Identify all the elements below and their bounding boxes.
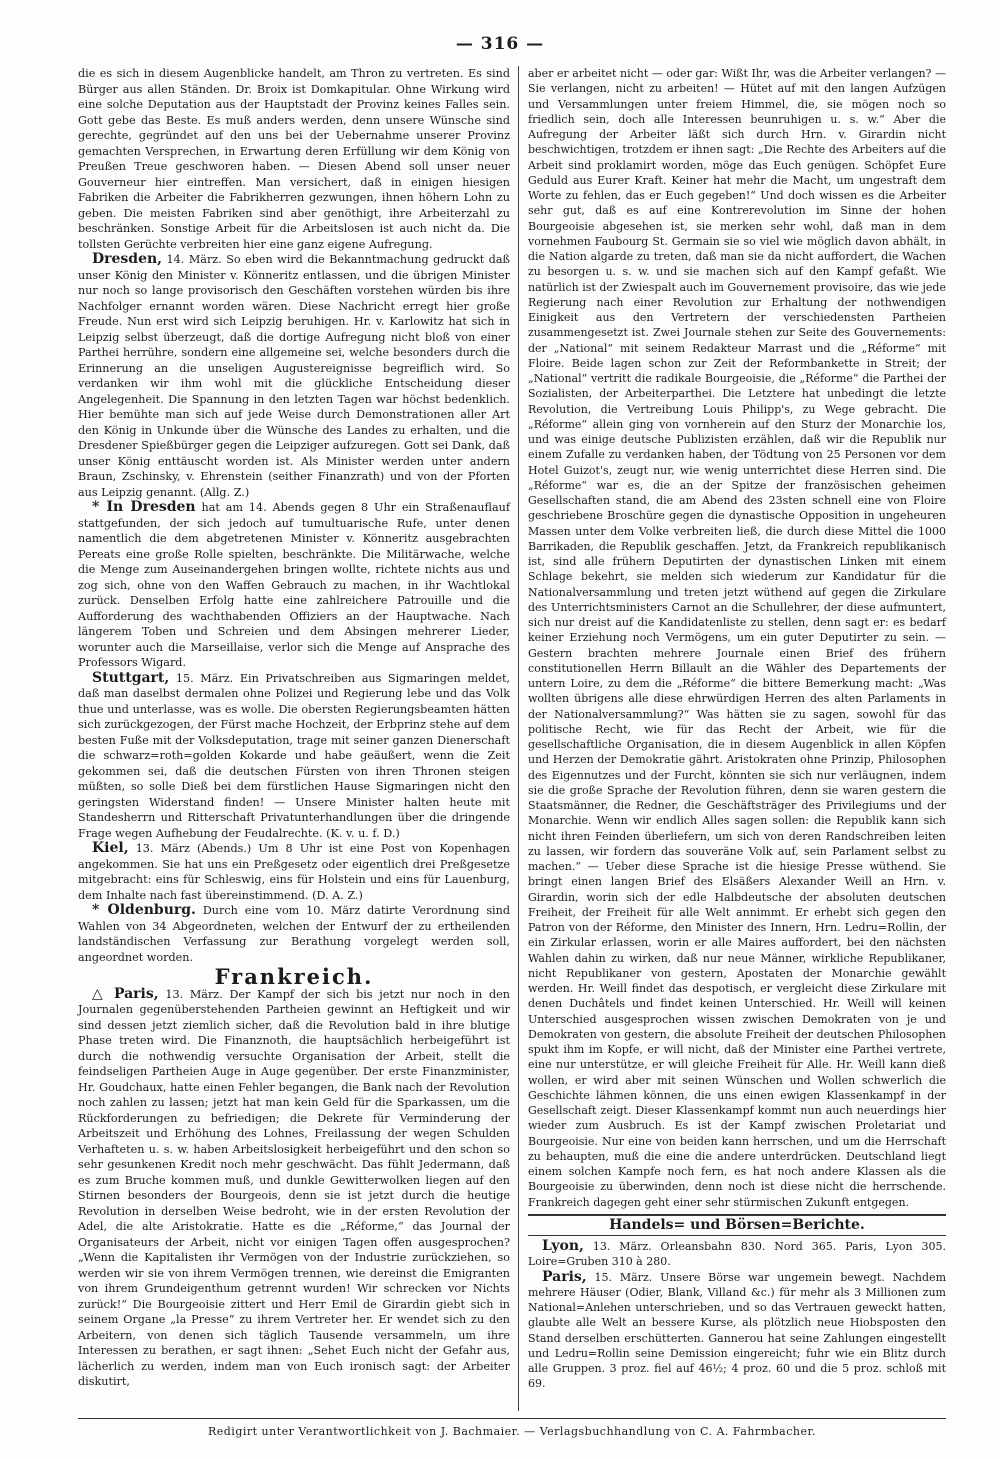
article-paragraph bbox=[78, 903, 510, 965]
section-heading: Frankreich. bbox=[214, 964, 374, 989]
dateline: Lyon, bbox=[542, 1238, 584, 1254]
market-report-heading: Handels= und Börsen=Berichte. bbox=[528, 1214, 946, 1236]
dateline: Stuttgart, bbox=[92, 669, 170, 686]
dateline: Paris, bbox=[542, 1268, 587, 1285]
paragraph-text: die es sich in diesem Augenblicke handelt, am Thron zu vertreten. Es sind Bürger aus allen Ständen. Dr. Broix ist Domkapitular. Ohne Wirkung wird eine solche Deputation aus der Hauptstadt der Provinz keines Falles sein. Gott gebe das Beste. Es muß anders werden, denn unsere Wünsche sind gerechte, gegründet auf den uns bei der Uebernahme unserer Provinz gemachten Versprechen, in Erwartung deren Erfüllung wir dem König von Preußen Treue geschworen haben. — Diesen Abend soll unser neuer Gouverneur hier eintreffen. Man versichert, daß in einigen hiesigen Fabriken die Arbeiter die Fabrikherren gezwungen, ihnen höhern Lohn zu geben. Die meisten Fabriken sind aber genöthigt, ihre Arbeiterzahl zu beschränken. Sonstige Arbeit für die Arbeitslosen ist auch nicht da. Die tollsten Gerüchte verbreiten hier eine ganz eigene Aufregung. bbox=[78, 67, 510, 251]
imprint-footer: Redigirt unter Verantwortlichkeit von J. Bachmaier. — Verlagsbuchhandlung von C. A. Fahrmbacher. bbox=[207, 1425, 817, 1438]
article-paragraph bbox=[78, 66, 510, 252]
paragraph-text: 15. März. Ein Privatschreiben aus Sigmaringen meldet, daß man daselbst dermalen ohne Polizei und Regierung lebe und das Volk thue und unterlasse, was es wolle. Die obersten Regierungsbeamten hätten sich zurückgezogen, der Fürst mache Hochzeit, der Erbprinz stehe auf dem besten Fuße mit der Volksdeputation, trage mit seiner ganzen Dienerschaft die schwarz=roth=golden Kokarde und habe geäußert, wenn die Zeit gekommen sei, daß die deutschen Fürsten von ihren Thronen steigen müßten, so solle Dieß bei dem fürstlichen Hause Sigmaringen nicht den geringsten Widerstand finden! — Unsere Minister halten heute mit Standesherrn und Ritterschaft Privatunterhandlungen über die dringende Frage wegen Aufhebung der Feudalrechte. (K. v. u. f. D.) bbox=[78, 671, 510, 840]
article-paragraph bbox=[528, 1239, 946, 1270]
left-column bbox=[78, 66, 510, 1390]
dateline: Kiel, bbox=[92, 840, 129, 856]
dateline: Dresden, bbox=[92, 251, 163, 267]
article-paragraph bbox=[78, 500, 510, 671]
paragraph-text: Durch eine vom 10. März datirte Verordnung sind Wahlen von 34 Abgeordneten, welchen der Entwurf der zu ertheilenden landständischen Verfassung zur Berathung vorgelegt werden soll, angeordnet worden. bbox=[78, 904, 511, 964]
article-paragraph bbox=[528, 1270, 946, 1392]
paragraph-text: 14. März. So eben wird die Bekanntmachung gedruckt daß unser König den Minister v. Könneritz entlassen, und die übrigen Minister nur noch so lange provisorisch den Geschäften vorstehen würden bis ihre Nachfolger ernannt worden wären. Diese Nachricht erregt hier große Freude. Nun erst wird sich Leipzig beruhigen. Hr. v. Karlowitz hat sich in Leipzig selbst überzeugt, daß die dortige Aufregung nicht bloß von einer Parthei herrühre, sondern eine allgemeine sei, welche besonders durch die Erinnerung an die unseligen Augustereignisse begreiflich wird. So verdanken wir ihm wohl mit die glückliche Entscheidung dieser Angelegenheit. Die Spannung in den letzten Tagen war höchst bedenklich. Hier bemühte man sich auf jede Weise durch Demonstrationen aller Art den König in Unkunde über die Wünsche des Landes zu erhalten, und die Dresdener Spießbürger gegen die Leipziger aufzuregen. Gott sei Dank, daß unser König enttäuscht worden ist. Als Minister werden unter andern Braun, Zschinsky, v. Ehrenstein (seither Finanzrath) und von der Pforten aus Leipzig genannt. (Allg. Z.) bbox=[78, 253, 510, 499]
article-paragraph bbox=[78, 841, 510, 903]
right-column bbox=[528, 66, 946, 1392]
dateline: * Oldenburg. bbox=[92, 902, 196, 918]
paragraph-text: 13. März. Der Kampf der sich bis jetzt nur noch in den Journalen gegenüberstehenden Partheien gewinnt an Heftigkeit und wir sind dessen jetzt ziemlich sicher, daß die Revolution bald in ihre blutige Phase treten wird. Die Finanznoth, die hauptsächlich herbeigeführt ist durch die nothwendig versuchte Organisation der Arbeit, stellt die feindseligen Partheien Auge in Auge gegenüber. Der erste Finanzminister, Hr. Goudchaux, hatte einen Fehler begangen, die Bank nach der Revolution noch zahlen zu lassen; jetzt hat man kein Geld für die Sparkassen, um die Rückforderungen zu befriedigen; die Dekrete für Verminderung der Arbeitszeit und Erhöhung des Lohnes, Freilassung der wegen Schulden Verhafteten u. s. w. haben Arbeitslosigkeit herbeigeführt und den schon so sehr gesunkenen Kredit noch mehr geschwächt. Das fühlt Jedermann, daß es zum Bruche kommen muß, und dunkle Gewitterwolken liegen auf den Stirnen besonders der Bourgeois, denn sie ist jetzt durch die heutige Revolution in derselben Weise bedroht, wie in der ersten Revolution der Adel, die alte Aristokratie. Hatte es die „Réforme,“ das Journal der Organisateurs der Arbeit, nicht vor einigen Tagen offen ausgesprochen? „Wenn die Kapitalisten ihr Vermögen von der Industrie zurückziehen, so werden wir sie von ihrem Vermögen trennen, wie dereinst die Emigranten von ihrem Grundeigenthum getrennt wurden! Wir schrecken vor Nichts zurück!“ Die Bourgeoisie zittert und Herr Emil de Girardin giebt sich in seinem Organe „la Presse“ zu ihrem Vertreter her. Er wendet sich zu den Arbeitern, von denen sich täglich Tausende versammeln, um ihre Interessen zu berathen, er sagt ihnen: „Sehet Euch nicht der Gefahr aus, lächerlich zu werden, indem man von Euch ironisch sagt: der Arbeiter diskutirt, bbox=[78, 987, 510, 1388]
article-paragraph bbox=[78, 252, 510, 500]
paragraph-text: hat am 14. Abends gegen 8 Uhr ein Straßenauflauf stattgefunden, der sich jedoch auf tumultuarische Rufe, unter denen namentlich die dem abgetretenen Minister v. Könneritz ausgebrachten Pereats eine große Rolle spielten, beschränkte. Die Militärwache, welche die Menge zum Auseinandergehen bringen wollte, richtete nichts aus und zog sich, ohne von den Waffen Gebrauch zu machen, in ihr Wachtlokal zurück. Denselben Erfolg hatte eine zahlreichere Patrouille und die Aufforderung des wachthabenden Offiziers an der Hauptwache. Nach längerem Toben und Schreien und dem Absingen mehrerer Lieder, worunter auch die Marseillaise, verlor sich die Menge auf Ansprache des Professors Wigard. bbox=[78, 501, 510, 669]
paragraph-text: 13. März. Orleansbahn 830. Nord 365. Paris, Lyon 305. Loire=Gruben 310 à 280. bbox=[528, 1240, 946, 1269]
paragraph-text: 13. März (Abends.) Um 8 Uhr ist eine Post von Kopenhagen angekommen. Sie hat uns ein Preßgesetz oder eigentlich drei Preßgesetze mitgebracht: eins für Schleswig, eins für Holstein und eins für Lauenburg, dem Inhalte nach fast übereinstimmend. (D. A. Z.) bbox=[78, 842, 510, 902]
dateline: * In Dresden bbox=[92, 499, 196, 515]
paragraph-text: aber er arbeitet nicht — oder gar: Wißt Ihr, was die Arbeiter verlangen? — Sie verlangen, nicht zu arbeiten! — Hütet auf mit den langen Aufzügen und Versammlungen unter freiem Himmel, die, sie mögen noch so friedlich sein, doch alle Interessen beunruhigen u. s. w.“ Aber die Aufregung der Arbeiter läßt sich durch Hrn. v. Girardin nicht beschwichtigen, trotzdem er ihnen sagt: „Die Rechte des Arbeiters auf die Arbeit sind proklamirt worden, möge das Euch genügen. Schöpfet Eure Geduld aus Eurer Kraft. Keiner hat mehr die Macht, um ungestraft dem Worte zu fehlen, das er Euch gegeben!“ Und doch wissen es die Arbeiter sehr gut, daß es auf eine Kontrerevolution im Sinne der hohen Bourgeoisie abgesehen ist, sie merken sehr wohl, daß man in dem vornehmen Faubourg St. Germain sie so viel wie möglich davon abhält, in die Nation algarde zu treten, daß man sie da nicht auffordert, die Wachen zu besorgen u. s. w. und sie machen sich auf den Kampf gefaßt. Wie natürlich ist der Zwiespalt auch im Gouvernement provisoire, das wie jede Regierung nach einer Revolution zur Erhaltung der nothwendigen Einigkeit aus den Vertretern der verschiedensten Partheien zusammengesetzt ist. Zwei Journale stehen zur Seite des Gouvernements: der „National“ mit seinem Redakteur Marrast und die „Réforme“ mit Floire. Beide lagen schon zur Zeit der Reformbankette in Streit; der „National“ vertritt die radikale Bourgeoisie, die „Réforme“ die Parthei der Sozialisten, der Arbeiterparthei. Die Letztere hat unbedingt die letzte Revolution, die Vertreibung Louis Philipp's, zu Wege gebracht. Die „Réforme“ allein ging von vornherein auf den Sturz der Monarchie los, und was einige deutsche Publizisten erzählen, daß wir die Republik nur einem Zufalle zu verdanken haben, der Tödtung von 25 Personen vor dem Hotel Guizot's, zeugt nur, wie wenig unterrichtet diese Herren sind. Die „Réforme“ war es, die an der Spitze der französischen geheimen Gesellschaften stand, die am Abend des 23sten schnell eine von Floire geschriebene Broschüre gegen die dynastische Opposition in ungeheuren Massen unter dem Volke verbreiten ließ, die durch diese Mittel die 1000 Barrikaden, die Republik geschaffen. Jetzt, da Frankreich republikanisch ist, sind alle frühern Deputirten der dynastischen Linken mit einem Schlage bekehrt, sie melden sich wiederum zur Kandidatur für die Nationalversammlung und treten jetzt wüthend auf gegen die Zirkulare des Unterrichtsministers Carnot an die Schullehrer, der diese aufmuntert, sich nur dreist auf die Kandidatenliste zu stellen, denn sagt er: es bedarf keiner Erziehung noch Vermögens, um ein guter Deputirter zu sein. — Gestern brachten mehrere Journale einen Brief des frühern constitutionellen Herrn Billault an die Wähler des Departements der untern Loire, zu dem die „Réforme“ die bittere Bemerkung macht: „Was wollten übrigens alle diese ehrwürdigen Herren des alten Parlaments in der Nationalversammlung?“ Was hätten sie zu sagen, sowohl für das politische Recht, wie für das Recht der Arbeit, wie für die gesellschaftliche Organisation, die in diesem Augenblick in allen Köpfen und Herzen der Demokratie gährt. Aristokraten ohne Prinzip, Philosophen des Eigennutzes und der Furcht, könnten sie sich nur verläugnen, indem sie die große Sprache der Revolution führen, denn sie waren gestern die Staatsmänner, die Redner, die Geschäftsträger des Privilegiums und der Monarchie. Wenn wir endlich Alles sagen sollen: die Republik kann sich nicht ihren Feinden überliefern, um sich von deren Randschreiben leiten zu lassen, wir fordern das souveräne Volk auf, sein Parlament selbst zu machen.“ — Ueber diese Sprache ist die hiesige Presse wüthend. Sie bringt einen langen Brief des Elsäßers Alexander Weill an Hrn. v. Girardin, worin sich der edle Halbdeutsche der absoluten deutschen Freiheit, der Freiheit für alle Welt annimmt. Er erhebt sich gegen den Patron von der Réforme, den Minister des Innern, Hrn. Ledru=Rollin, der ein Zirkular erlassen, worin er alle Maires auffordert, bei den nächsten Wahlen dahin zu wirken, daß nur neue Männer, wirkliche Republikaner, nicht Republikaner von gestern, Apostaten der Monarchie gewählt werden. Hr. Weill findet das despotisch, er vergleicht diese Zirkulare mit denen Duchâtels und findet keinen Unterschied. Hr. Weill will keinen Unterschied ausgesprochen wissen zwischen Demokraten von je und Demokraten von gestern, die absolute Freiheit der deutschen Philosophen spukt ihm im Kopfe, er will nicht, daß der Minister eine Parthei vertrete, eine nur unterstütze, er will gleiche Freiheit für Alle. Hr. Weill kann dieß wollen, er wird aber mit seinen Wünschen und Wollen schwerlich die Geschichte lähmen können, die uns einen ewigen Klassenkampf in der Gesellschaft zeigt. Dieser Klassenkampf kommt nun auch neuerdings hier wieder zum Ausbruch. Es ist der Kampf zwischen Proletariat und Bourgeoisie. Nur eine von beiden kann herrschen, und um die Herrschaft zu behaupten, muß die eine die andere unterdrücken. Deutschland liegt einem solchen Kampfe noch fern, es hat noch andere Klassen als die Bourgeoisie zu überwinden, denn noch ist diese nicht die herrschende. Frankreich dagegen geht einer sehr stürmischen Zukunft entgegen. bbox=[528, 67, 946, 1209]
article-paragraph bbox=[78, 671, 510, 842]
article-paragraph bbox=[528, 66, 946, 1210]
dateline: △ Paris, bbox=[92, 985, 159, 1002]
page-number: — 316 — bbox=[455, 34, 545, 54]
article-paragraph bbox=[78, 987, 510, 1390]
footer-rule bbox=[78, 1418, 946, 1419]
paragraph-text: 15. März. Unsere Börse war ungemein bewegt. Nachdem mehrere Häuser (Odier, Blank, Villand &c.) für mehr als 3 Millionen zum National=Anlehen unterschrieben, und so das Vertrauen geweckt hatten, glaubte alle Welt an bessere Kurse, als plötzlich neue Hiobsposten den Stand derselben erschütterten. Gannerou hat seine Zahlungen eingestellt und Ledru=Rollin seine Demission eingereicht; fuhr wie ein Blitz durch alle Gruppen. 3 proz. fiel auf 46½; 4 proz. 60 und die 5 proz. schloß mit 69. bbox=[528, 1270, 946, 1391]
column-divider bbox=[518, 66, 519, 1411]
